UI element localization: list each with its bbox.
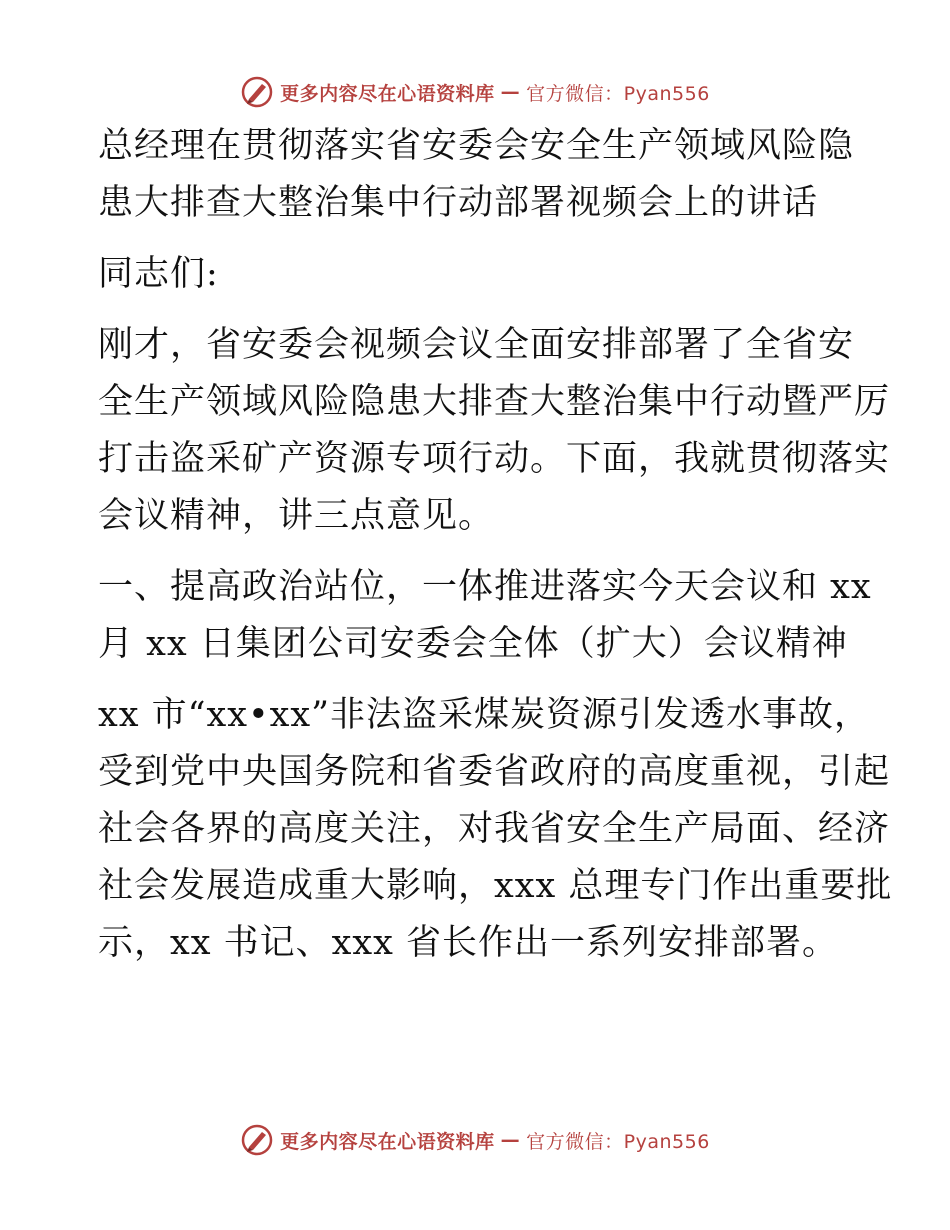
paragraph-line: 全生产领域风险隐患大排查大整治集中行动暨严厉 — [98, 382, 891, 422]
footer-watermark — [0, 1120, 950, 1160]
heading-line: 一、提高政治站位，一体推进落实今天会议和 xx — [98, 567, 872, 607]
paragraph-section-1 — [98, 687, 893, 972]
paragraph-line: 受到党中央国务院和省委省政府的高度重视，引起 — [98, 752, 891, 792]
watermark-text: 更多内容尽在心语资料库 — [280, 82, 495, 105]
document-title — [98, 118, 858, 232]
watermark-separator: — — [500, 81, 521, 103]
paragraph-line: xx 市“xx•xx”非法盗采煤炭资源引发透水事故， — [98, 695, 870, 735]
watermark-contact: 官方微信：Pyan556 — [526, 1130, 710, 1153]
salutation: 同志们: — [98, 254, 219, 294]
paragraph-line: 示，xx 书记、xxx 省长作出一系列安排部署。 — [98, 923, 838, 963]
paragraph-line: 社会发展造成重大影响，xxx 总理专门作出重要批 — [98, 866, 893, 906]
paragraph-line: 社会各界的高度关注，对我省安全生产局面、经济 — [98, 809, 891, 849]
watermark-text: 更多内容尽在心语资料库 — [280, 1130, 495, 1153]
watermark-contact: 官方微信：Pyan556 — [526, 82, 710, 105]
section-heading-1 — [98, 559, 872, 673]
paragraph-intro — [98, 317, 891, 545]
watermark-separator: — — [500, 1129, 521, 1151]
paragraph-line: 会议精神，讲三点意见。 — [98, 496, 495, 536]
paragraph-line: 打击盗采矿产资源专项行动。下面，我就贯彻落实 — [98, 439, 891, 479]
header-watermark — [0, 72, 950, 112]
paragraph-line: 刚才，省安委会视频会议全面安排部署了全省安 — [98, 325, 855, 365]
pen-seal-icon — [240, 1123, 274, 1157]
pen-seal-icon — [240, 75, 274, 109]
heading-line: 月 xx 日集团公司安委会全体（扩大）会议精神 — [98, 624, 848, 664]
title-line: 患大排查大整治集中行动部署视频会上的讲话 — [98, 183, 819, 223]
document-body — [98, 118, 893, 972]
title-line: 总经理在贯彻落实省安委会安全生产领域风险隐 — [98, 126, 855, 166]
